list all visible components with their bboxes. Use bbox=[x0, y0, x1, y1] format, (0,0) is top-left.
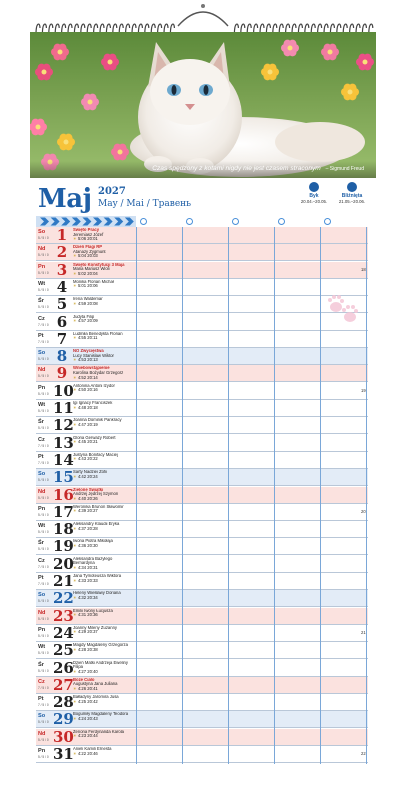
week-info: 5 / 5 / 0 bbox=[38, 391, 49, 396]
sun-times: ☀ 5:06 20:01 bbox=[73, 236, 98, 242]
nameday-list: Aleksandry Klaudii Eryka bbox=[73, 522, 120, 527]
week-info: 5 / 5 / 0 bbox=[38, 599, 49, 604]
day-number: 8 bbox=[56, 347, 68, 366]
day-number: 28 bbox=[53, 693, 74, 712]
day-row[interactable] bbox=[36, 660, 368, 677]
day-number: 3 bbox=[56, 260, 68, 279]
sun-icon: ☀ bbox=[73, 750, 77, 756]
column-divider bbox=[320, 227, 321, 764]
weekday-label: Pn bbox=[38, 748, 46, 754]
week-info: 5 / 5 / 0 bbox=[38, 305, 49, 310]
holiday-label: NO Zwycięstwa bbox=[73, 349, 104, 354]
sun-icon: ☀ bbox=[73, 374, 77, 380]
day-number: 11 bbox=[53, 399, 74, 417]
day-number: 24 bbox=[53, 623, 74, 642]
sun-times: ☀ 4:48 20:18 bbox=[73, 404, 98, 410]
year-label: 2027 bbox=[98, 186, 126, 197]
sun-icon: ☀ bbox=[73, 456, 77, 462]
week-info: 7 / 5 / 0 bbox=[38, 322, 49, 327]
weekday-label: Pn bbox=[38, 505, 46, 512]
sun-times: ☀ 5:04 20:03 bbox=[73, 253, 98, 259]
day-number: 1 bbox=[56, 226, 68, 244]
day-row[interactable] bbox=[36, 487, 368, 504]
sun-icon: ☀ bbox=[73, 564, 77, 570]
day-row[interactable] bbox=[36, 262, 368, 279]
day-number: 22 bbox=[53, 589, 74, 608]
sun-times: ☀ 4:26 20:41 bbox=[73, 685, 98, 691]
day-row[interactable] bbox=[36, 314, 368, 331]
day-number: 23 bbox=[53, 606, 74, 625]
day-number: 25 bbox=[53, 641, 74, 660]
sun-times: ☀ 4:23 20:44 bbox=[73, 733, 98, 739]
sun-icon: ☀ bbox=[73, 594, 77, 600]
day-number: 14 bbox=[53, 450, 74, 469]
sun-times: ☀ 4:27 20:40 bbox=[73, 668, 98, 674]
weekday-label: Cz bbox=[38, 678, 45, 685]
week-info: 5 / 5 / 0 bbox=[38, 253, 49, 258]
sun-times: ☀ 4:34 20:31 bbox=[73, 564, 98, 570]
day-number: 18 bbox=[53, 520, 74, 539]
day-caption bbox=[73, 747, 135, 756]
weekday-label: Śr bbox=[38, 298, 44, 305]
month-header bbox=[30, 180, 376, 216]
day-row[interactable] bbox=[36, 504, 368, 521]
day-row[interactable] bbox=[36, 417, 368, 434]
day-caption bbox=[73, 315, 135, 324]
week-info: 7 / 5 / 0 bbox=[38, 443, 49, 448]
nameday-list: Dzień Matki Andrzeja Eweliny Filipa bbox=[73, 660, 128, 670]
day-number: 10 bbox=[53, 381, 74, 400]
sun-times: ☀ 4:40 20:26 bbox=[73, 495, 98, 501]
weekday-label: Wt bbox=[38, 523, 46, 530]
weekday-label: Nd bbox=[38, 488, 46, 495]
nameday-list: Emilii Iwony Łucjusza bbox=[73, 608, 113, 613]
day-number: 6 bbox=[56, 312, 68, 331]
day-caption bbox=[73, 470, 135, 479]
nameday-list: Maria Mariusz Wioli bbox=[73, 266, 110, 272]
day-number: 31 bbox=[53, 745, 74, 763]
week-info: 5 / 5 / 0 bbox=[38, 409, 49, 413]
sun-icon: ☀ bbox=[73, 335, 77, 341]
week-info: 5 / 5 / 0 bbox=[38, 737, 49, 742]
sun-times: ☀ 4:31 20:36 bbox=[73, 612, 98, 618]
nameday-list: Joanny Mileny Zuzanny bbox=[73, 625, 117, 630]
day-caption bbox=[73, 730, 135, 739]
nameday-list: Karolina Bożydar Grzegorz bbox=[73, 369, 124, 375]
weekday-label: Cz bbox=[38, 557, 45, 564]
weekday-label: Pt bbox=[38, 696, 44, 703]
week-info: 5 / 5 / 0 bbox=[38, 633, 49, 638]
weekday-label: Nd bbox=[38, 246, 46, 253]
sun-times: ☀ 4:59 20:08 bbox=[73, 300, 98, 306]
weekday-label: Pt bbox=[38, 332, 44, 339]
sun-icon: ☀ bbox=[73, 668, 77, 674]
smiley-icon bbox=[186, 218, 193, 225]
weekday-label: Pt bbox=[38, 575, 44, 581]
weekday-label: So bbox=[38, 713, 46, 720]
day-row[interactable] bbox=[36, 400, 368, 417]
day-row[interactable] bbox=[36, 746, 368, 763]
day-number: 21 bbox=[53, 572, 74, 590]
quote-caption bbox=[30, 161, 376, 178]
column-header-row bbox=[36, 216, 368, 227]
day-row[interactable] bbox=[36, 521, 368, 538]
day-row[interactable] bbox=[36, 625, 368, 642]
day-number: 19 bbox=[53, 537, 74, 556]
day-row[interactable] bbox=[36, 694, 368, 711]
sun-times: ☀ 4:52 20:14 bbox=[73, 374, 98, 380]
weekday-label: Śr bbox=[38, 661, 44, 668]
zodiac-dates: 21.05.–20.06. bbox=[338, 199, 366, 204]
nameday-list: Bałladyny Jaromira Jusa bbox=[73, 695, 119, 700]
week-info: 7 / 5 / 0 bbox=[38, 564, 49, 569]
weekday-label: Pn bbox=[38, 384, 46, 391]
smiley-icon bbox=[324, 218, 331, 225]
week-info: 5 / 5 / 0 bbox=[38, 374, 49, 379]
day-caption bbox=[73, 280, 135, 289]
nameday-list: Weronika Brunon Sławomir bbox=[73, 504, 124, 509]
cat-photo bbox=[30, 32, 376, 178]
day-caption bbox=[73, 712, 135, 721]
column-divider bbox=[136, 227, 137, 764]
weekday-label: So bbox=[38, 229, 46, 235]
nameday-list: Irena Waldemar bbox=[73, 297, 103, 302]
sun-times: ☀ 4:42 20:24 bbox=[73, 473, 98, 479]
day-caption bbox=[73, 453, 135, 462]
sun-times: ☀ 4:53 20:13 bbox=[73, 357, 98, 363]
week-info: 5 / 5 / 0 bbox=[38, 530, 49, 535]
sun-times: ☀ 4:28 20:38 bbox=[73, 646, 98, 652]
zodiac-icon bbox=[309, 182, 319, 192]
sun-times: ☀ 4:57 20:09 bbox=[73, 318, 98, 324]
sun-icon: ☀ bbox=[73, 473, 77, 479]
day-row[interactable] bbox=[36, 452, 368, 469]
day-row[interactable] bbox=[36, 729, 368, 746]
week-info: 5 / 5 / 0 bbox=[38, 495, 49, 500]
sun-times: ☀ 5:02 20:04 bbox=[73, 270, 98, 276]
day-caption bbox=[73, 661, 135, 675]
weekday-label: Śr bbox=[38, 540, 44, 547]
week-info: 5 / 5 / 0 bbox=[38, 668, 49, 673]
day-row[interactable] bbox=[36, 573, 368, 590]
day-row[interactable] bbox=[36, 244, 368, 261]
holiday-label: Dzień Flagi RP bbox=[73, 245, 103, 250]
day-row[interactable] bbox=[36, 279, 368, 296]
sun-icon: ☀ bbox=[73, 283, 77, 289]
column-divider bbox=[366, 227, 367, 764]
day-row[interactable] bbox=[36, 711, 368, 728]
sun-icon: ☀ bbox=[73, 270, 77, 276]
day-number: 2 bbox=[56, 243, 68, 262]
sun-icon: ☀ bbox=[73, 253, 77, 259]
spiral-binding bbox=[0, 0, 406, 34]
holiday-label: Święto Pracy bbox=[73, 228, 100, 232]
sun-times: ☀ 5:01 20:06 bbox=[73, 283, 98, 289]
day-row[interactable] bbox=[36, 590, 368, 607]
week-info: 5 / 5 / 0 bbox=[38, 720, 49, 725]
day-row[interactable] bbox=[36, 383, 368, 400]
nameday-list: Jeremiasz Józef bbox=[73, 231, 104, 237]
day-caption bbox=[73, 488, 135, 502]
weekday-label: Nd bbox=[38, 730, 46, 737]
week-info: 7 / 5 / 0 bbox=[38, 339, 49, 344]
nameday-list: Zenona Ferdynanda Karola bbox=[73, 729, 124, 734]
day-caption bbox=[73, 332, 135, 341]
nameday-list: Bogumiły Magdaleny Teodora bbox=[73, 712, 129, 717]
column-divider bbox=[182, 227, 183, 764]
week-number: 19 bbox=[361, 387, 366, 393]
day-caption bbox=[73, 297, 135, 306]
sun-times: ☀ 4:24 20:43 bbox=[73, 715, 98, 721]
day-number: 16 bbox=[53, 485, 74, 504]
sun-times: ☀ 4:33 20:33 bbox=[73, 577, 98, 583]
week-info: 7 / 5 / 0 bbox=[38, 703, 49, 708]
weekday-label: Cz bbox=[38, 436, 45, 443]
day-caption bbox=[73, 574, 135, 583]
day-caption bbox=[73, 401, 135, 410]
weekday-label: Pn bbox=[38, 263, 46, 270]
day-number: 20 bbox=[53, 554, 74, 573]
column-divider bbox=[274, 227, 275, 764]
day-number: 12 bbox=[53, 416, 74, 435]
sun-icon: ☀ bbox=[73, 236, 77, 242]
holiday-label: Boże Ciało bbox=[73, 677, 95, 682]
day-number: 29 bbox=[53, 710, 74, 729]
nameday-list: Heleny Wiesławy Doriana bbox=[73, 591, 121, 596]
day-caption bbox=[73, 522, 135, 531]
day-caption bbox=[73, 366, 135, 380]
day-caption bbox=[73, 643, 135, 652]
zodiac-name: Byk bbox=[309, 193, 319, 199]
day-caption bbox=[73, 591, 135, 600]
week-info: 5 / 5 / 0 bbox=[38, 287, 49, 292]
day-caption bbox=[73, 245, 135, 259]
sun-times: ☀ 4:45 20:21 bbox=[73, 439, 98, 445]
day-number: 17 bbox=[53, 502, 74, 521]
holiday-label: Święto Konstytucji 3 Maja bbox=[73, 262, 125, 267]
weekday-label: So bbox=[38, 471, 46, 478]
month-alt-names: May / Mai / Травень bbox=[98, 199, 192, 209]
day-caption bbox=[73, 609, 135, 618]
week-info: 5 / 5 / 0 bbox=[38, 651, 49, 656]
week-info: 5 / 5 / 0 bbox=[38, 755, 49, 759]
nameday-list: Andrzej Jędrzej Szymon bbox=[73, 491, 119, 497]
day-caption bbox=[73, 557, 135, 571]
weekday-label: Pn bbox=[38, 626, 46, 633]
sun-icon: ☀ bbox=[73, 542, 77, 548]
nameday-list: Monika Florian Michał bbox=[73, 279, 114, 284]
day-caption bbox=[73, 349, 135, 363]
sun-icon: ☀ bbox=[73, 357, 77, 363]
month-title: Maj bbox=[38, 184, 92, 214]
day-number: 4 bbox=[56, 277, 68, 296]
nameday-list: Gloria Gerwazy Robert bbox=[73, 435, 116, 440]
week-info: 7 / 5 / 0 bbox=[38, 460, 49, 465]
column-divider bbox=[228, 227, 229, 764]
weekday-label: Nd bbox=[38, 609, 46, 616]
day-number: 7 bbox=[56, 329, 68, 348]
week-info: 5 / 5 / 0 bbox=[38, 357, 49, 362]
weekday-label: Cz bbox=[38, 315, 45, 322]
week-info: 5 / 5 / 0 bbox=[38, 270, 49, 275]
day-caption bbox=[73, 384, 135, 393]
sun-times: ☀ 4:22 20:46 bbox=[73, 750, 98, 756]
sun-icon: ☀ bbox=[73, 612, 77, 618]
zodiac-gemini bbox=[330, 182, 374, 204]
sun-icon: ☀ bbox=[73, 318, 77, 324]
week-number: 22 bbox=[361, 751, 366, 756]
sun-icon: ☀ bbox=[73, 495, 77, 501]
sun-icon: ☀ bbox=[73, 733, 77, 739]
sun-times: ☀ 4:32 20:34 bbox=[73, 594, 98, 600]
sun-icon: ☀ bbox=[73, 685, 77, 691]
day-row[interactable] bbox=[36, 538, 368, 555]
nameday-list: Justyna Bonifacy Maciej bbox=[73, 452, 118, 457]
week-number: 20 bbox=[361, 508, 366, 514]
day-number: 27 bbox=[53, 675, 74, 694]
day-caption bbox=[73, 263, 135, 277]
sun-icon: ☀ bbox=[73, 387, 77, 393]
zodiac-name: Bliźnięta bbox=[341, 193, 363, 199]
sun-times: ☀ 4:29 20:37 bbox=[73, 629, 98, 635]
week-number: 18 bbox=[361, 266, 366, 272]
day-row[interactable] bbox=[36, 348, 368, 365]
smiley-icon bbox=[278, 218, 285, 225]
nameday-list: Augustyna Jana Juliana bbox=[73, 681, 118, 687]
sun-icon: ☀ bbox=[73, 300, 77, 306]
day-row[interactable] bbox=[36, 227, 368, 244]
nameday-list: Ludmiła Benedykta Florian bbox=[73, 331, 123, 336]
sun-times: ☀ 4:47 20:19 bbox=[73, 421, 98, 427]
calendar-grid bbox=[36, 216, 368, 764]
sun-icon: ☀ bbox=[73, 508, 77, 514]
chevron-strip bbox=[36, 216, 136, 227]
sun-times: ☀ 4:43 20:22 bbox=[73, 456, 98, 462]
day-number: 13 bbox=[53, 433, 74, 452]
day-row[interactable] bbox=[36, 435, 368, 452]
sun-icon: ☀ bbox=[73, 646, 77, 652]
smiley-icon bbox=[140, 218, 147, 225]
day-caption bbox=[73, 539, 135, 548]
day-number: 15 bbox=[53, 468, 74, 487]
sun-icon: ☀ bbox=[73, 421, 77, 427]
smiley-icon bbox=[232, 218, 239, 225]
nameday-list: Iwona Piotra Mikołaja bbox=[73, 539, 113, 544]
nameday-list: Anieli Kamili Ernesta bbox=[73, 747, 112, 751]
sun-times: ☀ 4:37 20:28 bbox=[73, 525, 98, 531]
day-caption bbox=[73, 626, 135, 635]
nameday-list: Magdy Magdaleny Grzegorza bbox=[73, 643, 128, 648]
day-row[interactable] bbox=[36, 469, 368, 486]
sun-icon: ☀ bbox=[73, 525, 77, 531]
week-info: 5 / 5 / 0 bbox=[38, 512, 49, 517]
weekday-label: So bbox=[38, 350, 46, 357]
day-row[interactable] bbox=[36, 677, 368, 694]
sun-times: ☀ 4:39 20:27 bbox=[73, 508, 98, 514]
weekday-label: Nd bbox=[38, 367, 46, 374]
quote-author: – Sigmund Freud bbox=[325, 166, 364, 172]
nameday-list: Aleksandra Bazylego Bernardyna bbox=[73, 556, 113, 566]
sun-icon: ☀ bbox=[73, 629, 77, 635]
sun-icon: ☀ bbox=[73, 404, 77, 410]
day-number: 30 bbox=[53, 727, 74, 746]
holiday-label: Zielone Świątki bbox=[73, 487, 104, 492]
week-info: 5 / 5 / 0 bbox=[38, 547, 49, 552]
day-number: 5 bbox=[56, 295, 68, 314]
weekday-label: Pt bbox=[38, 453, 44, 460]
day-row[interactable] bbox=[36, 608, 368, 625]
week-info: 7 / 5 / 0 bbox=[38, 685, 49, 690]
week-info: 5 / 5 / 0 bbox=[38, 426, 49, 431]
nameday-list: Atanazy Zygmunt bbox=[73, 248, 106, 254]
day-row[interactable] bbox=[36, 296, 368, 313]
sun-icon: ☀ bbox=[73, 577, 77, 583]
nameday-list: Judyta Filip bbox=[73, 314, 95, 319]
zodiac-dates: 20.04.–20.05. bbox=[300, 199, 328, 204]
day-caption bbox=[73, 678, 135, 692]
nameday-list: Lucy Stanisław Wiktor bbox=[73, 352, 114, 358]
nameday-list: Sarty Nadziei Zofii bbox=[73, 470, 107, 475]
weekday-label: Śr bbox=[38, 419, 44, 426]
sun-times: ☀ 4:50 20:16 bbox=[73, 387, 98, 393]
day-row[interactable] bbox=[36, 331, 368, 348]
nameday-list: Joanna Dominik Pankracy bbox=[73, 418, 122, 423]
day-caption bbox=[73, 228, 135, 242]
day-row[interactable] bbox=[36, 642, 368, 659]
week-info: 7 / 5 / 0 bbox=[38, 582, 49, 586]
day-caption bbox=[73, 695, 135, 704]
nameday-list: Jana Tymoteusza Wiktora bbox=[73, 574, 122, 578]
sun-times: ☀ 4:36 20:30 bbox=[73, 542, 98, 548]
holiday-label: Wniebowstąpienie bbox=[73, 366, 110, 371]
day-caption bbox=[73, 505, 135, 514]
weekday-label: So bbox=[38, 592, 46, 599]
day-row[interactable] bbox=[36, 365, 368, 382]
day-number: 26 bbox=[53, 658, 74, 677]
zodiac-icon bbox=[347, 182, 357, 192]
quote-text: Czas spędzony z kotami nigdy nie jest czasem straconym bbox=[152, 165, 321, 172]
day-number: 9 bbox=[56, 364, 68, 383]
sun-times: ☀ 4:55 20:11 bbox=[73, 335, 98, 341]
day-row[interactable] bbox=[36, 556, 368, 573]
day-caption bbox=[73, 436, 135, 445]
nameday-list: Antonina Antoni Izydor bbox=[73, 383, 115, 388]
weekday-label: Wt bbox=[38, 644, 46, 651]
sun-icon: ☀ bbox=[73, 698, 77, 704]
week-info: 5 / 5 / 0 bbox=[38, 616, 49, 621]
paw-icon bbox=[326, 291, 360, 325]
week-number: 21 bbox=[361, 629, 366, 635]
week-info: 5 / 5 / 0 bbox=[38, 478, 49, 483]
nameday-list: Igi Ignacy Franciszek bbox=[73, 401, 113, 405]
week-info: 5 / 5 / 0 bbox=[38, 236, 49, 240]
weekday-label: Wt bbox=[38, 280, 46, 287]
weekday-label: Wt bbox=[38, 402, 46, 408]
sun-icon: ☀ bbox=[73, 439, 77, 445]
day-caption bbox=[73, 418, 135, 427]
sun-icon: ☀ bbox=[73, 715, 77, 721]
sun-times: ☀ 4:25 20:42 bbox=[73, 698, 98, 704]
